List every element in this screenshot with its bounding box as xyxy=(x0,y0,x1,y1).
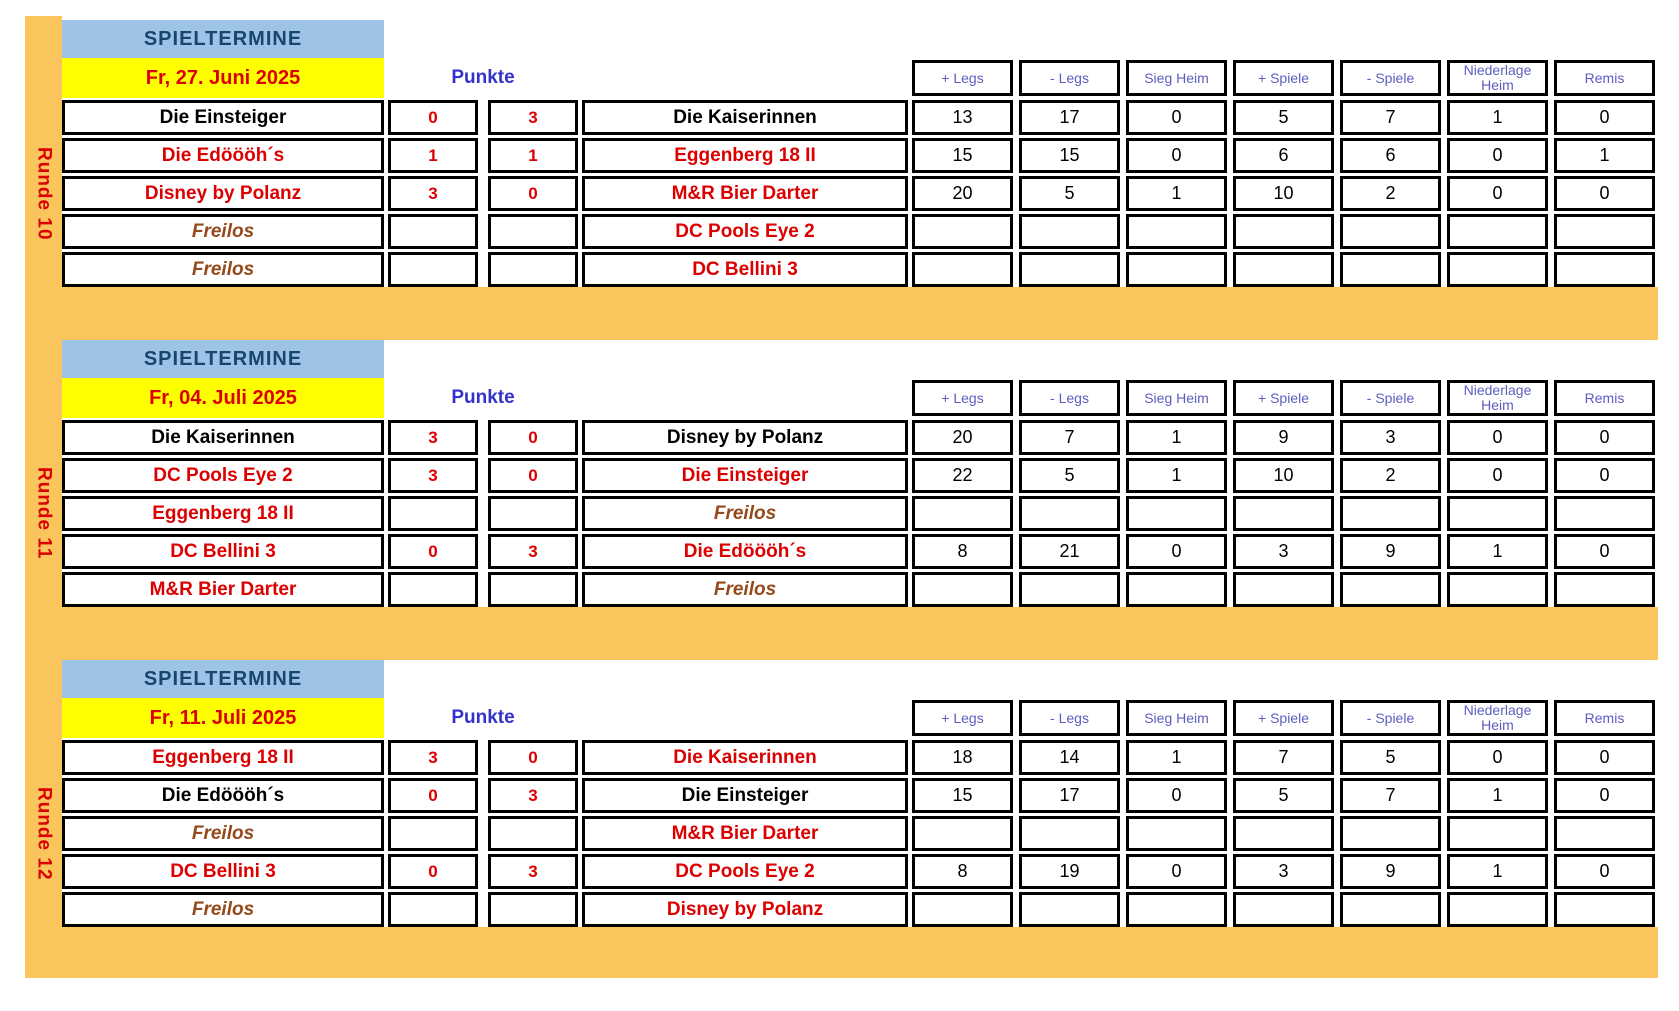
stat-col-header-minus-spiele: - Spiele xyxy=(1340,380,1441,416)
stat-cell xyxy=(1447,572,1548,607)
team-away-cell: DC Bellini 3 xyxy=(582,252,908,287)
stat-cell: 7 xyxy=(1340,778,1441,813)
stat-cell: 5 xyxy=(1019,458,1120,493)
stat-cell: 5 xyxy=(1233,100,1334,135)
stat-cell xyxy=(1554,816,1655,851)
stat-cell xyxy=(1233,252,1334,287)
stat-cell: 5 xyxy=(1233,778,1334,813)
team-home-cell: Freilos xyxy=(62,816,384,851)
team-away-cell: Die Kaiserinnen xyxy=(582,100,908,135)
stat-cell: 14 xyxy=(1019,740,1120,775)
stat-cell: 3 xyxy=(1233,534,1334,569)
stat-cell xyxy=(1126,252,1227,287)
stat-cell: 9 xyxy=(1340,854,1441,889)
score-away-cell: 0 xyxy=(488,420,578,455)
stat-cell: 1 xyxy=(1126,458,1227,493)
stat-cell: 5 xyxy=(1019,176,1120,211)
round-section-10 xyxy=(0,20,1679,287)
stat-col-header-niederlage-heim: Niederlage Heim xyxy=(1447,60,1548,96)
stat-cell: 0 xyxy=(1126,100,1227,135)
stat-cell: 0 xyxy=(1447,458,1548,493)
stat-cell: 10 xyxy=(1233,176,1334,211)
stat-cell: 0 xyxy=(1447,420,1548,455)
stat-cell: 15 xyxy=(912,138,1013,173)
stat-cell xyxy=(1019,496,1120,531)
stat-cell: 6 xyxy=(1233,138,1334,173)
stat-cell xyxy=(1340,496,1441,531)
score-home-cell: 1 xyxy=(388,138,478,173)
stat-cell: 7 xyxy=(1019,420,1120,455)
stat-cell xyxy=(1447,892,1548,927)
date-cell: Fr, 27. Juni 2025 xyxy=(62,58,384,98)
stat-cell xyxy=(1554,892,1655,927)
stat-cell: 17 xyxy=(1019,778,1120,813)
team-home-cell: M&R Bier Darter xyxy=(62,572,384,607)
stat-col-header-minus-spiele: - Spiele xyxy=(1340,700,1441,736)
stat-cell xyxy=(912,572,1013,607)
stat-col-header-sieg-heim: Sieg Heim xyxy=(1126,700,1227,736)
stat-col-header-plus-spiele: + Spiele xyxy=(1233,700,1334,736)
stat-cell: 6 xyxy=(1340,138,1441,173)
stat-cell xyxy=(1019,572,1120,607)
runde-text: Runde 12 xyxy=(33,786,55,881)
stat-cell xyxy=(1233,892,1334,927)
score-away-cell: 0 xyxy=(488,740,578,775)
stat-col-header-sieg-heim: Sieg Heim xyxy=(1126,60,1227,96)
stat-cell xyxy=(1340,252,1441,287)
punkte-label: Punkte xyxy=(451,67,515,88)
score-away-cell: 1 xyxy=(488,138,578,173)
score-away-cell: 3 xyxy=(488,854,578,889)
stat-cell: 8 xyxy=(912,534,1013,569)
section-divider-strip-1 xyxy=(25,287,1658,340)
team-home-cell: Eggenberg 18 II xyxy=(62,496,384,531)
stat-cell: 7 xyxy=(1340,100,1441,135)
stat-cell: 7 xyxy=(1233,740,1334,775)
section-divider-strip-3 xyxy=(25,927,1658,978)
stat-cell: 0 xyxy=(1447,138,1548,173)
runde-label xyxy=(25,740,62,927)
team-home-cell: DC Bellini 3 xyxy=(62,854,384,889)
stat-cell: 0 xyxy=(1447,176,1548,211)
score-away-cell xyxy=(488,252,578,287)
stat-cell xyxy=(1019,214,1120,249)
stat-cell: 15 xyxy=(912,778,1013,813)
stat-cell xyxy=(1019,252,1120,287)
team-home-cell: DC Pools Eye 2 xyxy=(62,458,384,493)
stat-col-header-niederlage-heim: Niederlage Heim xyxy=(1447,700,1548,736)
stat-cell: 1 xyxy=(1554,138,1655,173)
score-away-cell xyxy=(488,572,578,607)
round-section-12 xyxy=(0,660,1679,927)
stat-cell xyxy=(1233,214,1334,249)
stat-cell: 0 xyxy=(1126,778,1227,813)
stat-cell xyxy=(1554,496,1655,531)
stat-cell xyxy=(1447,252,1548,287)
team-away-cell: DC Pools Eye 2 xyxy=(582,854,908,889)
score-away-cell: 0 xyxy=(488,176,578,211)
stat-cell: 0 xyxy=(1126,534,1227,569)
stat-col-header-minus-legs: - Legs xyxy=(1019,380,1120,416)
team-home-cell: Freilos xyxy=(62,892,384,927)
stat-col-header-plus-legs: + Legs xyxy=(912,60,1013,96)
team-home-cell: Freilos xyxy=(62,214,384,249)
stat-cell: 20 xyxy=(912,176,1013,211)
stat-cell: 0 xyxy=(1554,778,1655,813)
stat-col-header-remis: Remis xyxy=(1554,60,1655,96)
stat-cell: 0 xyxy=(1554,100,1655,135)
stat-cell xyxy=(1233,816,1334,851)
team-home-cell: Die Edöööh´s xyxy=(62,138,384,173)
team-away-cell: Die Einsteiger xyxy=(582,458,908,493)
score-home-cell: 3 xyxy=(388,420,478,455)
stat-cell: 1 xyxy=(1126,176,1227,211)
spieltermine-header: SPIELTERMINE xyxy=(62,20,384,58)
score-home-cell xyxy=(388,214,478,249)
team-away-cell: Freilos xyxy=(582,572,908,607)
score-home-cell: 0 xyxy=(388,778,478,813)
score-home-cell xyxy=(388,572,478,607)
stat-cell: 1 xyxy=(1447,534,1548,569)
stat-col-header-minus-legs: - Legs xyxy=(1019,60,1120,96)
team-away-cell: Die Einsteiger xyxy=(582,778,908,813)
stat-cell: 8 xyxy=(912,854,1013,889)
score-away-cell: 3 xyxy=(488,100,578,135)
date-cell: Fr, 11. Juli 2025 xyxy=(62,698,384,738)
score-away-cell: 0 xyxy=(488,458,578,493)
team-away-cell: M&R Bier Darter xyxy=(582,176,908,211)
punkte-label: Punkte xyxy=(451,387,515,408)
stat-col-header-plus-spiele: + Spiele xyxy=(1233,60,1334,96)
score-home-cell xyxy=(388,816,478,851)
score-away-cell xyxy=(488,214,578,249)
stat-cell xyxy=(1126,496,1227,531)
team-home-cell: Die Edöööh´s xyxy=(62,778,384,813)
team-away-cell: Disney by Polanz xyxy=(582,420,908,455)
stat-cell xyxy=(1340,892,1441,927)
score-home-cell xyxy=(388,252,478,287)
team-home-cell: DC Bellini 3 xyxy=(62,534,384,569)
stat-col-header-minus-spiele: - Spiele xyxy=(1340,60,1441,96)
stat-cell xyxy=(1019,892,1120,927)
round-section-11 xyxy=(0,340,1679,607)
stat-cell: 0 xyxy=(1447,740,1548,775)
team-away-cell: Die Kaiserinnen xyxy=(582,740,908,775)
stat-cell: 1 xyxy=(1447,100,1548,135)
stat-cell: 9 xyxy=(1340,534,1441,569)
stat-cell: 1 xyxy=(1447,854,1548,889)
date-cell: Fr, 04. Juli 2025 xyxy=(62,378,384,418)
stat-cell: 0 xyxy=(1126,854,1227,889)
team-home-cell: Die Kaiserinnen xyxy=(62,420,384,455)
stat-cell: 22 xyxy=(912,458,1013,493)
runde-text: Runde 10 xyxy=(33,146,55,241)
score-home-cell: 3 xyxy=(388,176,478,211)
score-home-cell: 3 xyxy=(388,458,478,493)
stat-col-header-remis: Remis xyxy=(1554,380,1655,416)
stat-cell: 1 xyxy=(1126,740,1227,775)
score-home-cell: 0 xyxy=(388,100,478,135)
stat-col-header-plus-spiele: + Spiele xyxy=(1233,380,1334,416)
stat-cell xyxy=(1554,252,1655,287)
stat-cell: 20 xyxy=(912,420,1013,455)
team-away-cell: Freilos xyxy=(582,496,908,531)
score-away-cell xyxy=(488,496,578,531)
stat-cell: 17 xyxy=(1019,100,1120,135)
team-home-cell: Disney by Polanz xyxy=(62,176,384,211)
score-away-cell xyxy=(488,892,578,927)
stat-cell xyxy=(1554,214,1655,249)
stat-col-header-plus-legs: + Legs xyxy=(912,380,1013,416)
section-divider-strip-2 xyxy=(25,607,1658,660)
runde-label xyxy=(25,420,62,607)
stat-col-header-minus-legs: - Legs xyxy=(1019,700,1120,736)
team-away-cell: Die Edöööh´s xyxy=(582,534,908,569)
stat-col-header-remis: Remis xyxy=(1554,700,1655,736)
stat-cell: 0 xyxy=(1554,420,1655,455)
stat-cell: 1 xyxy=(1447,778,1548,813)
stat-cell: 3 xyxy=(1340,420,1441,455)
runde-label xyxy=(25,100,62,287)
stat-cell xyxy=(1340,572,1441,607)
spieltermine-header: SPIELTERMINE xyxy=(62,340,384,378)
stat-cell: 18 xyxy=(912,740,1013,775)
score-home-cell: 0 xyxy=(388,534,478,569)
stat-cell xyxy=(1447,496,1548,531)
stat-col-header-niederlage-heim: Niederlage Heim xyxy=(1447,380,1548,416)
stat-cell xyxy=(1126,892,1227,927)
stat-cell xyxy=(1447,214,1548,249)
stat-cell: 9 xyxy=(1233,420,1334,455)
stat-cell: 15 xyxy=(1019,138,1120,173)
stat-cell xyxy=(1126,572,1227,607)
score-away-cell xyxy=(488,816,578,851)
stat-cell xyxy=(1126,214,1227,249)
team-home-cell: Freilos xyxy=(62,252,384,287)
stat-cell: 10 xyxy=(1233,458,1334,493)
team-away-cell: Eggenberg 18 II xyxy=(582,138,908,173)
stat-cell: 2 xyxy=(1340,458,1441,493)
stat-cell xyxy=(1554,572,1655,607)
stat-cell xyxy=(912,252,1013,287)
stat-cell: 3 xyxy=(1233,854,1334,889)
stat-cell: 0 xyxy=(1554,534,1655,569)
stat-cell: 0 xyxy=(1554,854,1655,889)
score-home-cell: 3 xyxy=(388,740,478,775)
stat-cell: 0 xyxy=(1554,458,1655,493)
stat-cell: 0 xyxy=(1554,740,1655,775)
punkte-label: Punkte xyxy=(451,707,515,728)
stat-cell xyxy=(912,214,1013,249)
stat-cell xyxy=(912,892,1013,927)
stat-cell xyxy=(912,816,1013,851)
stat-cell: 21 xyxy=(1019,534,1120,569)
stat-cell: 0 xyxy=(1126,138,1227,173)
spieltermine-header: SPIELTERMINE xyxy=(62,660,384,698)
stat-cell: 5 xyxy=(1340,740,1441,775)
stat-cell xyxy=(1126,816,1227,851)
stat-col-header-plus-legs: + Legs xyxy=(912,700,1013,736)
stat-cell xyxy=(1340,214,1441,249)
score-home-cell xyxy=(388,496,478,531)
team-away-cell: M&R Bier Darter xyxy=(582,816,908,851)
score-home-cell xyxy=(388,892,478,927)
stat-col-header-sieg-heim: Sieg Heim xyxy=(1126,380,1227,416)
score-away-cell: 3 xyxy=(488,778,578,813)
stat-cell: 13 xyxy=(912,100,1013,135)
team-away-cell: Disney by Polanz xyxy=(582,892,908,927)
team-home-cell: Eggenberg 18 II xyxy=(62,740,384,775)
stat-cell xyxy=(1233,572,1334,607)
stat-cell xyxy=(1447,816,1548,851)
score-home-cell: 0 xyxy=(388,854,478,889)
stat-cell xyxy=(1019,816,1120,851)
stat-cell xyxy=(1233,496,1334,531)
stat-cell: 1 xyxy=(1126,420,1227,455)
team-away-cell: DC Pools Eye 2 xyxy=(582,214,908,249)
runde-text: Runde 11 xyxy=(33,467,55,560)
score-away-cell: 3 xyxy=(488,534,578,569)
stat-cell xyxy=(912,496,1013,531)
team-home-cell: Die Einsteiger xyxy=(62,100,384,135)
stat-cell: 2 xyxy=(1340,176,1441,211)
stat-cell: 19 xyxy=(1019,854,1120,889)
stat-cell xyxy=(1340,816,1441,851)
stat-cell: 0 xyxy=(1554,176,1655,211)
